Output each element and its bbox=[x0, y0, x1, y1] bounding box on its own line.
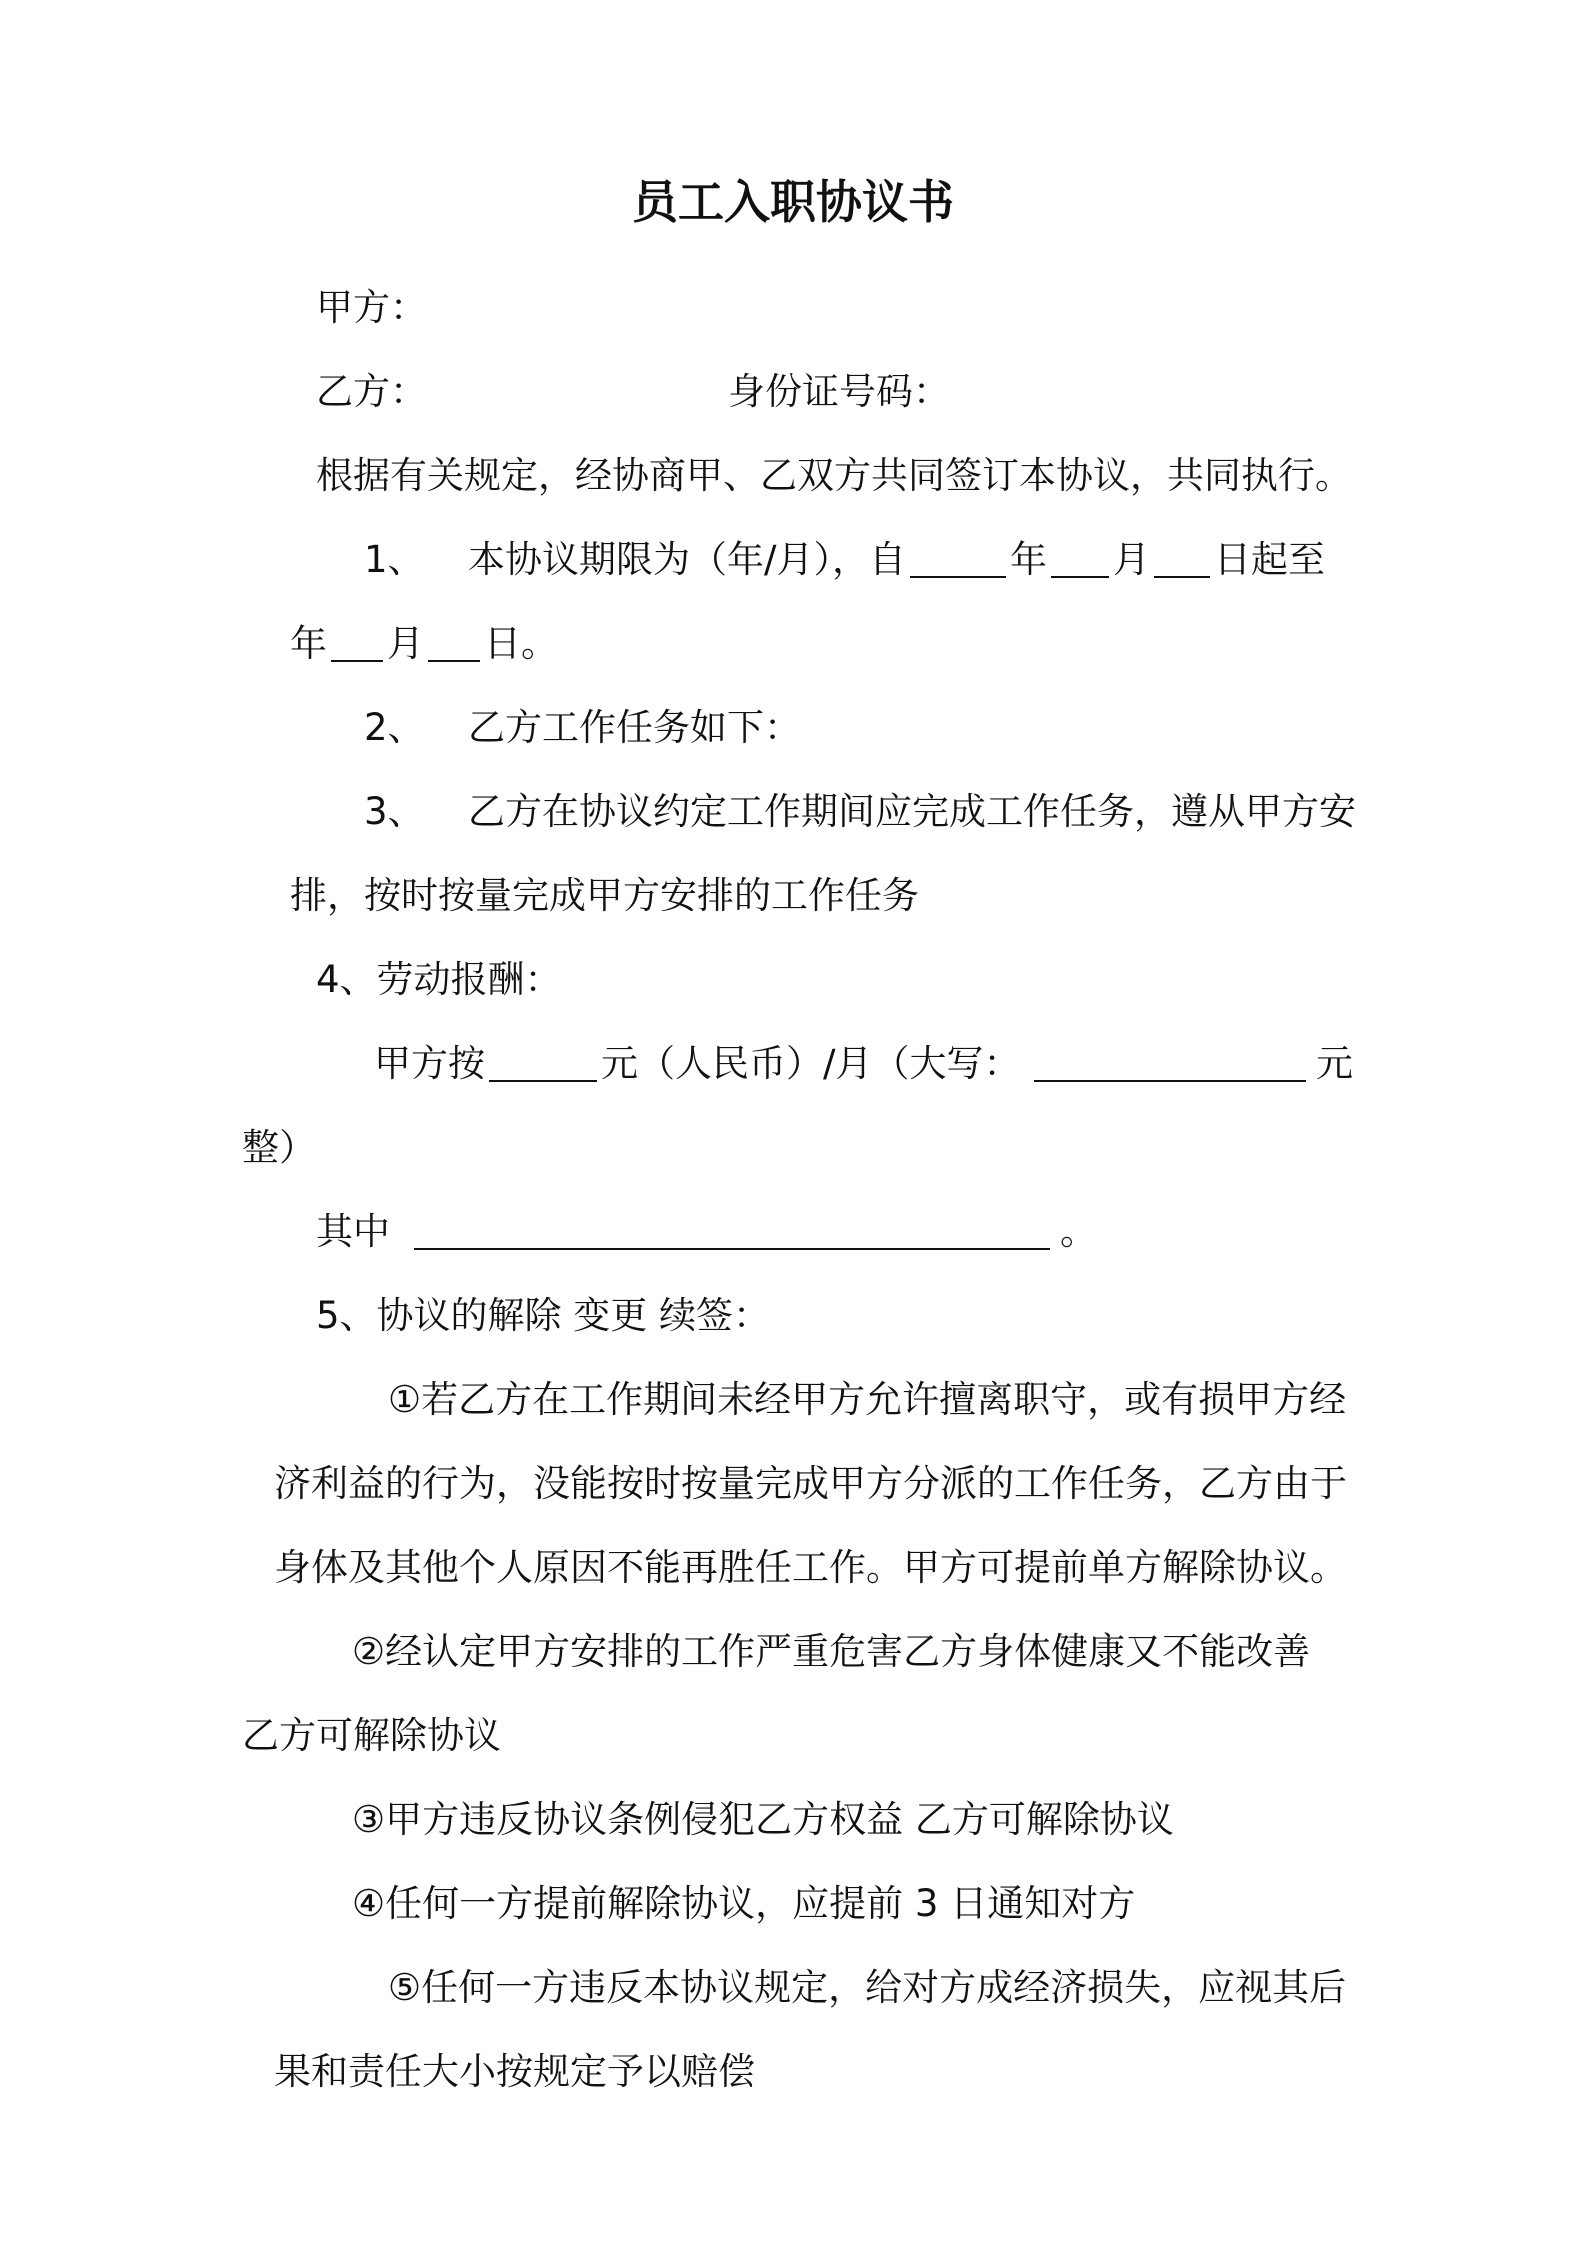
clause-2-line-2: 乙方可解除协议 bbox=[242, 1714, 501, 1757]
pay-label-b: 元（人民币）/月（大写： bbox=[601, 1042, 1021, 1085]
item-2-number: 2、 bbox=[364, 706, 425, 749]
item-1-day-from: 日起至 bbox=[1213, 538, 1325, 581]
item-1-number: 1、 bbox=[364, 538, 425, 581]
clause-1-line-1: ①若乙方在工作期间未经甲方允许擅离职守，或有损甲方经 bbox=[388, 1378, 1347, 1421]
intro-paragraph: 根据有关规定，经协商甲、乙双方共同签订本协议，共同执行。 bbox=[316, 454, 1352, 497]
among-end: 。 bbox=[1060, 1210, 1097, 1253]
item-1-year: 年 bbox=[1009, 538, 1047, 581]
item-5-heading: 5、协议的解除 变更 续签： bbox=[316, 1294, 771, 1337]
clause-5-line-2: 果和责任大小按规定予以赔偿 bbox=[274, 2050, 755, 2093]
item-2 bbox=[364, 704, 801, 752]
pay-uppercase-blank bbox=[1034, 1040, 1306, 1082]
end-day-label: 日。 bbox=[484, 622, 558, 665]
document-title: 员工入职协议书 bbox=[632, 175, 954, 229]
item-4-pay-line bbox=[374, 1040, 1310, 1088]
item-3-number: 3、 bbox=[364, 790, 425, 833]
clause-5-line-1: ⑤任何一方违反本协议规定，给对方成经济损失，应视其后 bbox=[388, 1966, 1347, 2009]
item-1-line-2 bbox=[290, 620, 558, 668]
start-year-blank bbox=[910, 536, 1006, 578]
party-b-label: 乙方： bbox=[316, 370, 427, 413]
item-3-line-1 bbox=[364, 788, 1356, 836]
start-day-blank bbox=[1154, 536, 1210, 578]
clause-4: ④任何一方提前解除协议，应提前 3 日通知对方 bbox=[352, 1882, 1136, 1925]
start-month-blank bbox=[1051, 536, 1109, 578]
pay-label-d: 整） bbox=[242, 1126, 316, 1169]
clause-1-line-2: 济利益的行为，没能按时按量完成甲方分派的工作任务，乙方由于 bbox=[274, 1462, 1347, 1505]
end-month-label: 月 bbox=[387, 622, 424, 665]
item-2-text: 乙方工作任务如下： bbox=[468, 706, 801, 749]
clause-3: ③甲方违反协议条例侵犯乙方权益 乙方可解除协议 bbox=[352, 1798, 1174, 1841]
pay-label-c: 元 bbox=[1316, 1042, 1353, 1085]
item-4-among-line bbox=[316, 1208, 1097, 1256]
item-4-heading: 4、劳动报酬： bbox=[316, 958, 562, 1001]
item-1-text: 本协议期限为（年/月），自 bbox=[468, 538, 906, 581]
among-blank bbox=[414, 1208, 1050, 1250]
item-1-month: 月 bbox=[1112, 538, 1150, 581]
party-a-label: 甲方： bbox=[316, 286, 427, 329]
item-1-line-1 bbox=[364, 536, 1325, 584]
pay-label-a: 甲方按 bbox=[374, 1042, 485, 1085]
id-number-label: 身份证号码： bbox=[728, 370, 950, 413]
end-year-label: 年 bbox=[290, 622, 327, 665]
end-day-blank bbox=[428, 620, 480, 662]
pay-amount-blank bbox=[489, 1040, 597, 1082]
clause-1-line-3: 身体及其他个人原因不能再胜任工作。甲方可提前单方解除协议。 bbox=[274, 1546, 1347, 1589]
item-3-text: 乙方在协议约定工作期间应完成工作任务，遵从甲方安 bbox=[468, 790, 1356, 833]
among-label: 其中 bbox=[316, 1210, 390, 1253]
clause-2-line-1: ②经认定甲方安排的工作严重危害乙方身体健康又不能改善 bbox=[352, 1630, 1311, 1673]
item-3-line-2: 排，按时按量完成甲方安排的工作任务 bbox=[290, 874, 919, 917]
end-month-blank bbox=[331, 620, 383, 662]
